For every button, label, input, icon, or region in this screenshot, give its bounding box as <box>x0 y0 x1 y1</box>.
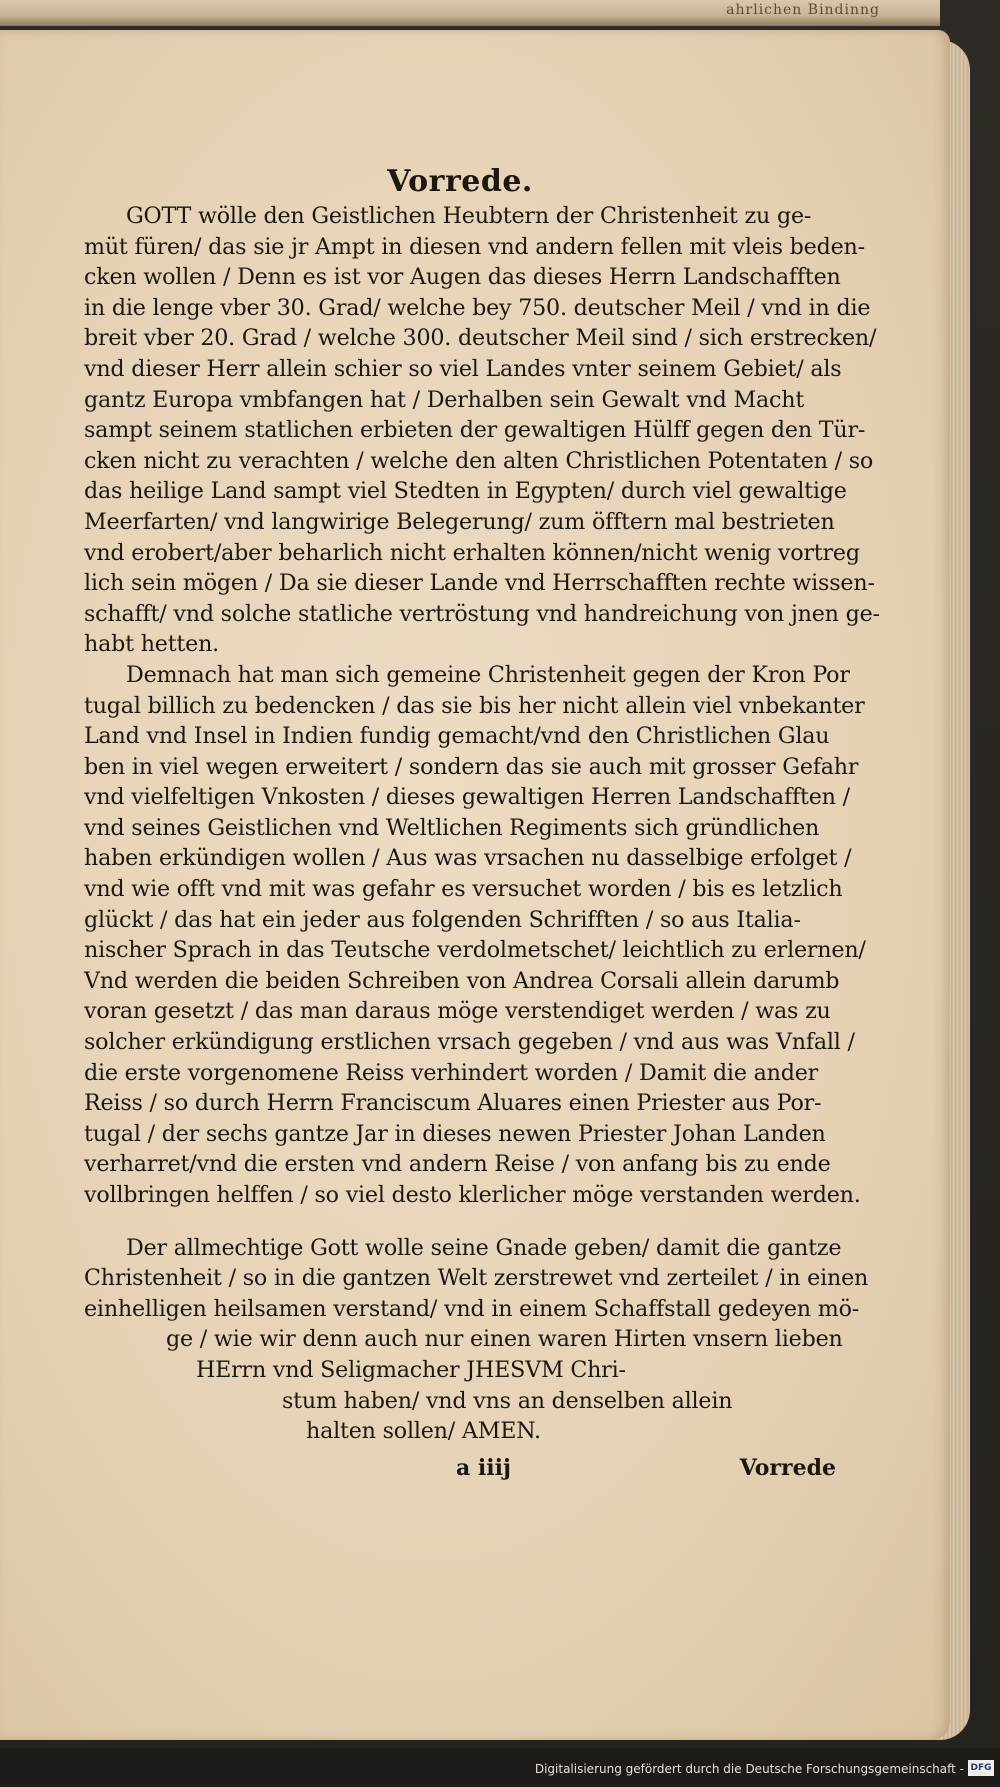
text-line: müt füren/ das sie jr Ampt in diesen vnd andern fellen mit vleis beden- <box>84 233 865 260</box>
text-line: vnd vielfeltigen Vnkosten / dieses gewaltigen Herren Landschafften / <box>84 784 850 811</box>
text-line: ben in viel wegen erweitert / sondern das sie auch mit grosser Gefahr <box>84 753 859 780</box>
text-line: vnd dieser Herr allein schier so viel Landes vnter seinem Gebiet/ als <box>84 355 842 382</box>
text-line: stum haben/ vnd vns an denselben allein <box>282 1387 733 1414</box>
text-line: halten sollen/ AMEN. <box>306 1418 541 1445</box>
text-line: schafft/ vnd solche statliche vertröstung vnd handreichung von jnen ge- <box>84 600 880 627</box>
text-line: Christenheit / so in die gantzen Welt zerstrewet vnd zerteilet / in einen <box>84 1265 869 1292</box>
text-line: die erste vorgenomene Reiss verhindert worden / Damit die ander <box>84 1059 819 1086</box>
text-line: Reiss / so durch Herrn Franciscum Aluares einen Priester aus Por- <box>84 1090 822 1117</box>
signature-mark: a iiij <box>456 1454 511 1481</box>
dfg-logo: DFG <box>968 1760 994 1776</box>
text-line: ge / wie wir denn auch nur einen waren Hirten vnsern lieben <box>166 1326 843 1353</box>
text-line: Vnd werden die beiden Schreiben von Andrea Corsali allein darumb <box>84 967 840 994</box>
text-line: haben erkündigen wollen / Aus was vrsachen nu dasselbige erfolget / <box>84 845 852 872</box>
text-line: cken wollen / Denn es ist vor Augen das dieses Herrn Landschafften <box>84 264 841 291</box>
text-line: in die lenge vber 30. Grad/ welche bey 750. deutscher Meil / vnd in die <box>84 294 871 321</box>
text-line: einhelligen heilsamen verstand/ vnd in einem Schaffstall gedeyen mö- <box>84 1295 860 1322</box>
paragraph-2 <box>84 660 866 1211</box>
text-line: tugal billich zu bedencken / das sie bis her nicht allein viel vnbekanter <box>84 692 865 719</box>
text-block <box>84 164 880 1485</box>
text-line: nischer Sprach in das Teutsche verdolmetschet/ leichtlich zu erlernen/ <box>84 937 866 964</box>
text-line: Meerfarten/ vnd langwirige Belegerung/ zum öfftern mal bestrieten <box>84 508 835 535</box>
page-heading: Vorrede. <box>387 164 533 199</box>
text-line: vnd wie offt vnd mit was gefahr es versuchet worden / bis es letzlich <box>84 876 843 903</box>
text-line: vollbringen helffen / so viel desto klerlicher möge verstanden werden. <box>84 1182 861 1208</box>
text-line: das heilige Land sampt viel Stedten in Egypten/ durch viel gewaltige <box>84 478 847 505</box>
text-line: vnd seines Geistlichen vnd Weltlichen Regiments sich gründlichen <box>84 814 820 841</box>
closing-prayer <box>84 1233 869 1447</box>
text-line: lich sein mögen / Da sie dieser Lande vnd Herrschafften rechte wissen- <box>84 570 875 597</box>
text-line: vnd erobert/aber beharlich nicht erhalten können/nicht wenig vortreg <box>84 539 860 566</box>
text-line: sampt seinem statlichen erbieten der gewaltigen Hülff gegen den Tür- <box>84 417 866 444</box>
previous-page-edge <box>0 0 940 26</box>
text-line: GOTT wölle den Geistlichen Heubtern der Christenheit zu ge- <box>126 203 812 229</box>
funding-notice: Digitalisierung gefördert durch die Deutsche Forschungsgemeinschaft - <box>534 1762 964 1776</box>
text-line: Land vnd Insel in Indien fundig gemacht/vnd den Christlichen Glau <box>84 723 830 750</box>
text-line: breit vber 20. Grad / welche 300. deutscher Meil sind / sich erstrecken/ <box>84 325 877 352</box>
text-line: habt hetten. <box>84 631 220 658</box>
bottom-bar <box>0 1748 1000 1787</box>
edge-text: ahrlichen Bindinng <box>726 2 880 18</box>
text-line: HErrn vnd Seligmacher JHESVM Chri- <box>196 1356 626 1383</box>
text-line: voran gesetzt / das man daraus möge verstendiget werden / was zu <box>84 998 831 1025</box>
paragraph-1 <box>84 201 880 660</box>
text-line: glückt / das hat ein jeder aus folgenden Schrifften / so aus Italia- <box>84 906 801 933</box>
text-line: gantz Europa vmbfangen hat / Derhalben sein Gewalt vnd Macht <box>84 386 805 413</box>
text-line: tugal / der sechs gantze Jar in dieses newen Priester Johan Landen <box>84 1120 826 1147</box>
catchword: Vorrede <box>739 1454 836 1481</box>
text-line: verharret/vnd die ersten vnd andern Reise / von anfang bis zu ende <box>84 1151 831 1178</box>
page-footer <box>84 1451 836 1485</box>
text-line: cken nicht zu verachten / welche den alten Christlichen Potentaten / so <box>84 447 874 474</box>
text-line: Der allmechtige Gott wolle seine Gnade geben/ damit die gantze <box>126 1234 842 1261</box>
book-page <box>0 30 950 1740</box>
text-line: Demnach hat man sich gemeine Christenheit gegen der Kron Por <box>126 661 850 688</box>
text-line: solcher erkündigung erstlichen vrsach gegeben / vnd aus was Vnfall / <box>84 1029 855 1056</box>
